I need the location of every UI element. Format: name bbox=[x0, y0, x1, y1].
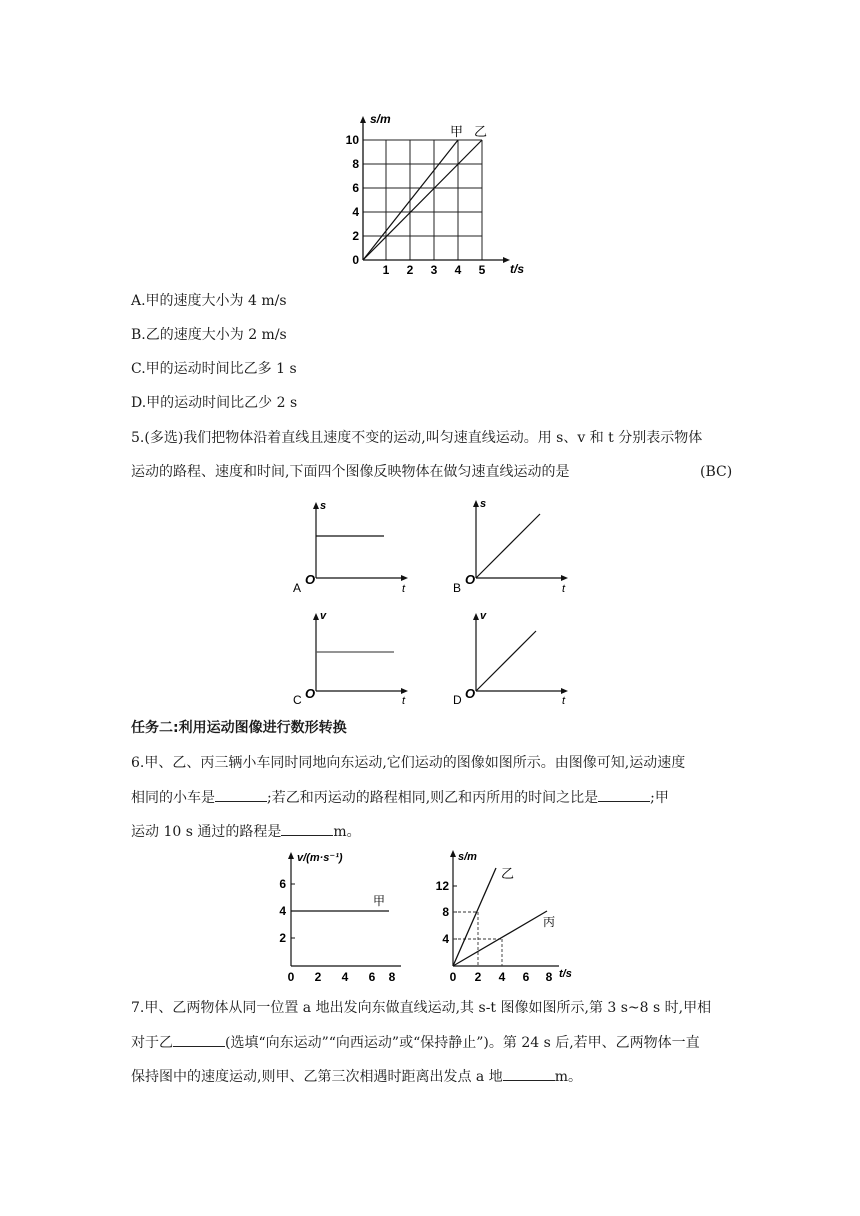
q5-line1: 5.(多选)我们把物体沿着直线且速度不变的运动,叫匀速直线运动。用 s、v 和 t 分别表示物体 bbox=[131, 430, 703, 446]
graph-d-origin: O bbox=[465, 686, 476, 701]
q6-blank-1[interactable] bbox=[215, 787, 267, 802]
y-tick: 8 bbox=[442, 905, 449, 919]
graph-b-origin: O bbox=[465, 572, 476, 587]
x-tick: 8 bbox=[388, 970, 396, 984]
figure-vt-jia bbox=[275, 846, 410, 986]
graph-d-x-label: t bbox=[562, 695, 566, 707]
graph-a-origin: O bbox=[305, 572, 316, 587]
x-tick: 3 bbox=[430, 263, 438, 277]
q6-line3: 运动 10 s 通过的路程是 m。 bbox=[131, 821, 361, 842]
graph-a-y-label: s bbox=[320, 500, 327, 512]
graph-a bbox=[290, 494, 420, 598]
y-tick: 0 bbox=[352, 253, 359, 267]
graph-b-y-label: s bbox=[480, 498, 487, 510]
x-axis-label: t/s bbox=[559, 968, 572, 980]
graph-a-x-label: t bbox=[402, 583, 406, 595]
q6-blank-2[interactable] bbox=[598, 787, 650, 802]
graph-d bbox=[450, 605, 580, 709]
series-bing-line bbox=[453, 911, 547, 966]
x-tick: 2 bbox=[474, 970, 482, 984]
label-jia: 甲 bbox=[373, 894, 386, 908]
x-tick: 5 bbox=[478, 263, 486, 277]
y-axis-label: s/m bbox=[370, 112, 391, 126]
graph-d-line bbox=[476, 631, 536, 691]
graph-d-letter: D bbox=[453, 693, 462, 707]
x-tick: 4 bbox=[341, 970, 349, 984]
graph-d-y-label: v bbox=[480, 610, 487, 622]
y-tick: 10 bbox=[345, 133, 359, 147]
graph-a-letter: A bbox=[293, 581, 302, 595]
label-jia: 甲 bbox=[450, 124, 464, 139]
y-tick: 12 bbox=[435, 879, 449, 893]
task2-heading: 任务二:利用运动图像进行数形转换 bbox=[131, 720, 347, 736]
x-tick: 0 bbox=[449, 970, 457, 984]
x-tick: 8 bbox=[545, 970, 553, 984]
q5-line2: 运动的路程、速度和时间,下面四个图像反映物体在做匀速直线运动的是 bbox=[131, 464, 570, 480]
graph-b-letter: B bbox=[453, 581, 462, 595]
q7-line3: 保持图中的速度运动,则甲、乙第三次相遇时距离出发点 a 地 m。 bbox=[131, 1066, 582, 1087]
series-yi-line bbox=[363, 140, 482, 260]
option-a: A.甲的速度大小为 4 m/s bbox=[131, 293, 287, 309]
x-tick: 6 bbox=[368, 970, 376, 984]
q7-blank-2[interactable] bbox=[503, 1066, 555, 1081]
x-tick: 4 bbox=[498, 970, 506, 984]
y-tick: 2 bbox=[352, 229, 359, 243]
figure-st-yi-bing bbox=[425, 846, 580, 986]
option-b: B.乙的速度大小为 2 m/s bbox=[131, 327, 287, 343]
label-bing: 丙 bbox=[543, 915, 556, 929]
graph-c-letter: C bbox=[293, 693, 302, 707]
y-axis-label: s/m bbox=[458, 851, 477, 863]
series-yi-line bbox=[453, 868, 496, 966]
option-c: C.甲的运动时间比乙多 1 s bbox=[131, 361, 297, 377]
q6-blank-3[interactable] bbox=[281, 821, 333, 836]
graph-b-x-label: t bbox=[562, 583, 566, 595]
x-tick: 6 bbox=[522, 970, 530, 984]
y-tick: 6 bbox=[352, 181, 359, 195]
graph-c-y-label: v bbox=[320, 610, 327, 622]
q7-blank-1[interactable] bbox=[173, 1032, 225, 1047]
x-tick: 0 bbox=[287, 970, 295, 984]
graph-c-origin: O bbox=[305, 686, 316, 701]
label-yi: 乙 bbox=[501, 866, 515, 881]
x-tick: 2 bbox=[314, 970, 322, 984]
x-tick: 1 bbox=[382, 263, 390, 277]
q7-line1: 7.甲、乙两物体从同一位置 a 地出发向东做直线运动,其 s-t 图像如图所示,第 3 s~8 s 时,甲相 bbox=[131, 1000, 712, 1016]
x-tick: 4 bbox=[454, 263, 462, 277]
x-tick: 2 bbox=[406, 263, 414, 277]
y-tick: 8 bbox=[352, 157, 359, 171]
q5-answer: (BC) bbox=[700, 464, 733, 480]
y-tick: 4 bbox=[352, 205, 359, 219]
graph-c bbox=[290, 605, 420, 709]
graph-b-line bbox=[476, 514, 540, 578]
y-tick: 2 bbox=[279, 931, 286, 945]
q6-line2: 相同的小车是 ;若乙和丙运动的路程相同,则乙和丙所用的时间之比是 ;甲 bbox=[131, 787, 669, 808]
graph-b bbox=[450, 494, 580, 598]
y-tick: 4 bbox=[442, 932, 449, 946]
graph-c-x-label: t bbox=[402, 695, 406, 707]
option-d: D.甲的运动时间比乙少 2 s bbox=[131, 395, 298, 411]
y-tick: 4 bbox=[279, 904, 286, 918]
figure-st-jia-yi bbox=[340, 110, 530, 280]
q7-line2: 对于乙 (选填“向东运动”“向西运动”或“保持静止”)。第 24 s 后,若甲、乙两物体一直 bbox=[131, 1032, 700, 1053]
q6-line1: 6.甲、乙、丙三辆小车同时同地向东运动,它们运动的图像如图所示。由图像可知,运动速度 bbox=[131, 755, 686, 771]
y-axis-label: v/(m·s⁻¹) bbox=[297, 852, 343, 864]
x-axis-label: t/s bbox=[510, 262, 525, 276]
y-tick: 6 bbox=[279, 877, 286, 891]
label-yi: 乙 bbox=[474, 124, 488, 139]
